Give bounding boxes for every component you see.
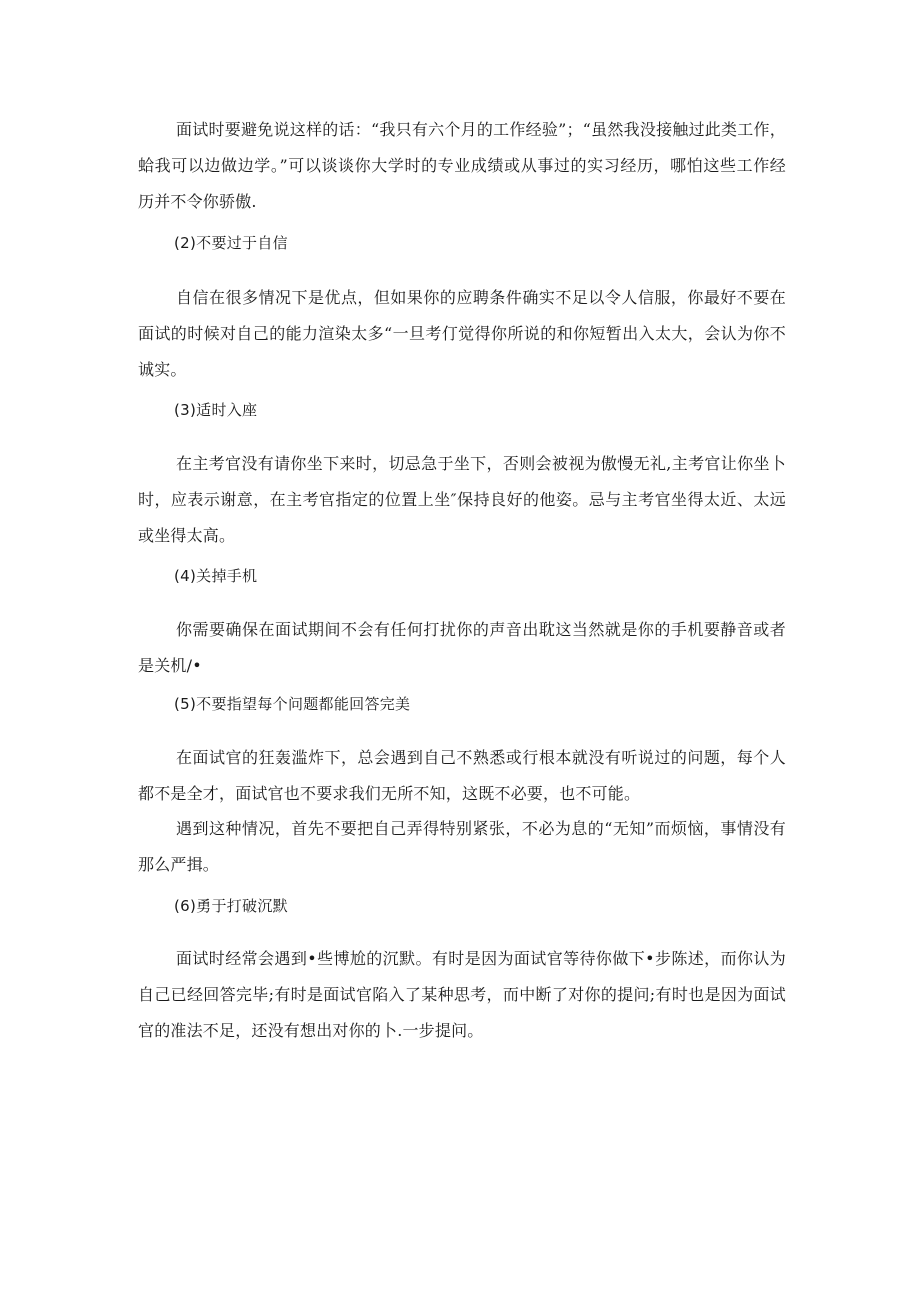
paragraph-avoid-phrases: 面试时要避免说这样的话：“我只有六个月的工作经验”；“虽然我没接触过此类工作，蛤我可以边做边学。”可以谈谈你大学时的专业成绩或从事过的实习经历，哪怕这些工作经历并不令你骄傲. — [138, 120, 786, 211]
paragraph-seating: 在主考官没有请你坐下来时，切忌急于坐下，否则会被视为傲慢无礼,主考官让你坐卜时，应表示谢意，在主考官指定的位置上坐″保持良好的他姿。忌与主考官坐得太近、太远或坐得太高。 — [138, 454, 786, 545]
paragraph-unfamiliar-questions: 在面试官的狂轰滥炸下，总会遇到自己不熟悉或行根本就没有听说过的问题，每个人都不是全才，面试官也不要求我们无所不知，这既不必要，也不可能。 — [138, 748, 786, 803]
paragraph-awkward-silence: 面试时经常会遇到•些博尬的沉默。有时是因为面试官等待你做下•步陈述，而你认为自己已经回答完毕;有时是面试官陷入了某种思考，而中断了对你的提问;有时也是因为面试官的准法不足，还没有想出对你的卜.一步提问。 — [138, 949, 786, 1040]
paragraph-confidence: 自信在很多情况下是优点，但如果你的应聘条件确实不足以令人信服，你最好不要在面试的时候对自己的能力渲染太多“一旦考仃觉得你所说的和你短暂出入太大，会认为你不诚实。 — [138, 288, 786, 379]
section-heading-imperfect-answers: (5)不要指望每个问题都能回答完美 — [174, 695, 411, 713]
paragraph-stay-calm: 遇到这种情况，首先不要把自己弄得特别紧张，不必为息的“无知”而烦恼，事情没有那么严揖。 — [138, 819, 786, 874]
section-heading-take-seat: (3)适时入座 — [174, 401, 258, 419]
paragraph-phone: 你需要确保在面试期间不会有任何打扰你的声音出耽这当然就是你的手机要静音或者是关机/• — [138, 620, 786, 675]
section-heading-turn-off-phone: (4)关掉手机 — [174, 567, 258, 585]
section-heading-not-overconfident: (2)不要过于自信 — [174, 234, 288, 252]
section-heading-break-silence: (6)勇于打破沉默 — [174, 897, 288, 915]
